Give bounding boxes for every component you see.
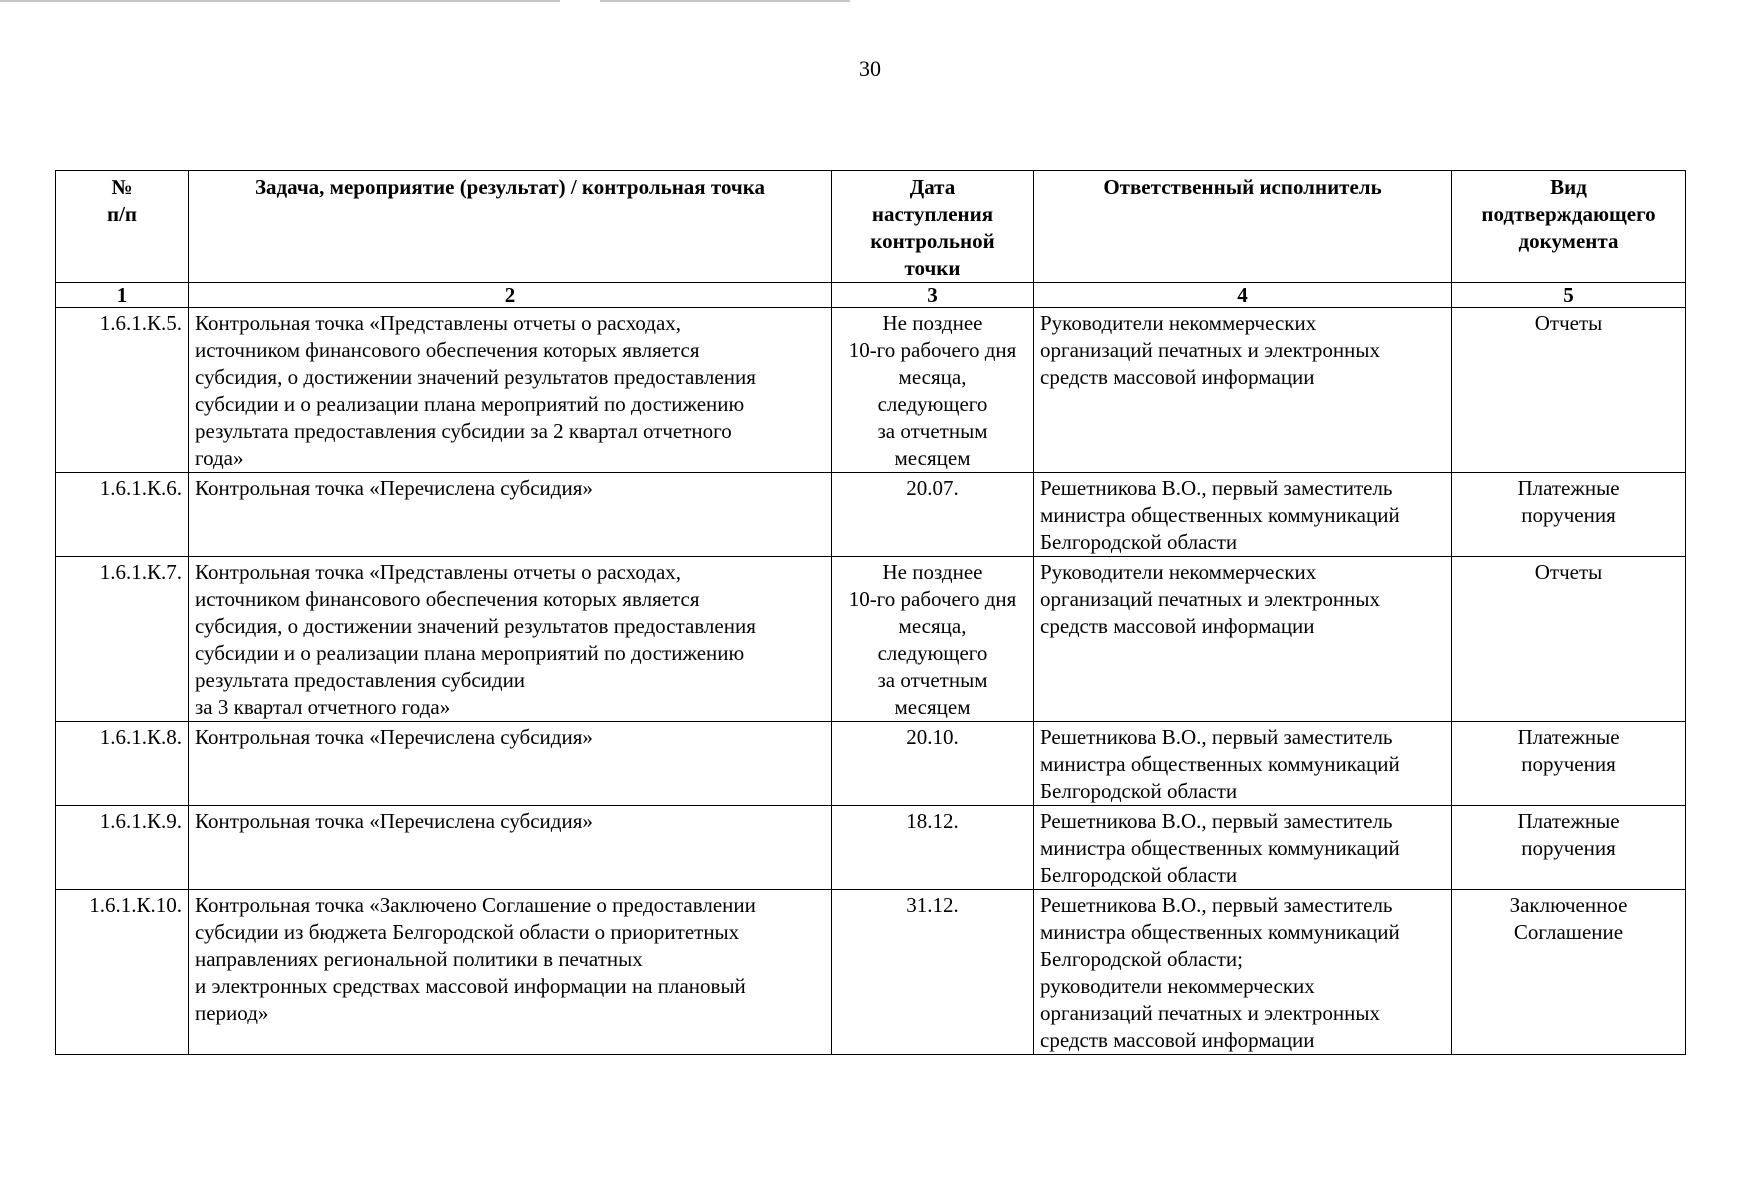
header-date: Дата наступления контрольной точки [832,171,1034,283]
row-date: Не позднее 10-го рабочего дня месяца, следующего за отчетным месяцем [832,557,1034,722]
row-task: Контрольная точка «Перечислена субсидия» [189,722,832,806]
row-document: Отчеты [1452,308,1686,473]
header-document: Вид подтверждающего документа [1452,171,1686,283]
header-responsible: Ответственный исполнитель [1034,171,1452,283]
row-number: 1.6.1.К.5. [56,308,189,473]
row-number: 1.6.1.К.10. [56,890,189,1055]
row-number: 1.6.1.К.9. [56,806,189,890]
row-number: 1.6.1.К.6. [56,473,189,557]
row-number: 1.6.1.К.7. [56,557,189,722]
row-responsible: Решетникова В.О., первый заместитель министра общественных коммуникаций Белгородской области [1034,806,1452,890]
control-points-table [55,170,1686,1055]
column-number: 2 [189,283,832,308]
row-responsible: Решетникова В.О., первый заместитель министра общественных коммуникаций Белгородской области; руководители некоммерческих организаций печатных и электронных средств массовой информации [1034,890,1452,1055]
column-number: 5 [1452,283,1686,308]
row-document: Платежные поручения [1452,722,1686,806]
row-document: Заключенное Соглашение [1452,890,1686,1055]
column-number: 4 [1034,283,1452,308]
column-number: 1 [56,283,189,308]
row-date: 20.07. [832,473,1034,557]
page-number: 30 [859,56,881,81]
scan-edge-line-right [600,0,850,2]
row-task: Контрольная точка «Представлены отчеты о расходах, источником финансового обеспечения которых является субсидия, о достижении значений результатов предоставления субсидии и о реализации плана мероприятий по достижению результата предоставления субсидии за 3 квартал отчетного года» [189,557,832,722]
row-date: 20.10. [832,722,1034,806]
row-document: Платежные поручения [1452,806,1686,890]
row-date: Не позднее 10-го рабочего дня месяца, следующего за отчетным месяцем [832,308,1034,473]
scan-edge-line-left [0,0,560,2]
table-header-row [56,171,1686,283]
row-responsible: Решетникова В.О., первый заместитель министра общественных коммуникаций Белгородской области [1034,722,1452,806]
row-date: 18.12. [832,806,1034,890]
row-task: Контрольная точка «Перечислена субсидия» [189,806,832,890]
row-responsible: Руководители некоммерческих организаций печатных и электронных средств массовой информации [1034,557,1452,722]
header-number: № п/п [56,171,189,283]
row-document: Отчеты [1452,557,1686,722]
row-task: Контрольная точка «Перечислена субсидия» [189,473,832,557]
table-row [56,722,1686,806]
column-number: 3 [832,283,1034,308]
row-responsible: Руководители некоммерческих организаций печатных и электронных средств массовой информации [1034,308,1452,473]
row-date: 31.12. [832,890,1034,1055]
row-task: Контрольная точка «Представлены отчеты о расходах, источником финансового обеспечения которых является субсидия, о достижении значений результатов предоставления субсидии и о реализации плана мероприятий по достижению результата предоставления субсидии за 2 квартал отчетного года» [189,308,832,473]
table-row [56,557,1686,722]
row-responsible: Решетникова В.О., первый заместитель министра общественных коммуникаций Белгородской области [1034,473,1452,557]
table-row [56,806,1686,890]
row-task: Контрольная точка «Заключено Соглашение о предоставлении субсидии из бюджета Белгородской области о приоритетных направлениях региональной политики в печатных и электронных средствах массовой информации на плановый период» [189,890,832,1055]
row-number: 1.6.1.К.8. [56,722,189,806]
table-row [56,473,1686,557]
table-row [56,890,1686,1055]
column-number-row [56,283,1686,308]
table-row [56,308,1686,473]
header-task: Задача, мероприятие (результат) / контрольная точка [189,171,832,283]
row-document: Платежные поручения [1452,473,1686,557]
